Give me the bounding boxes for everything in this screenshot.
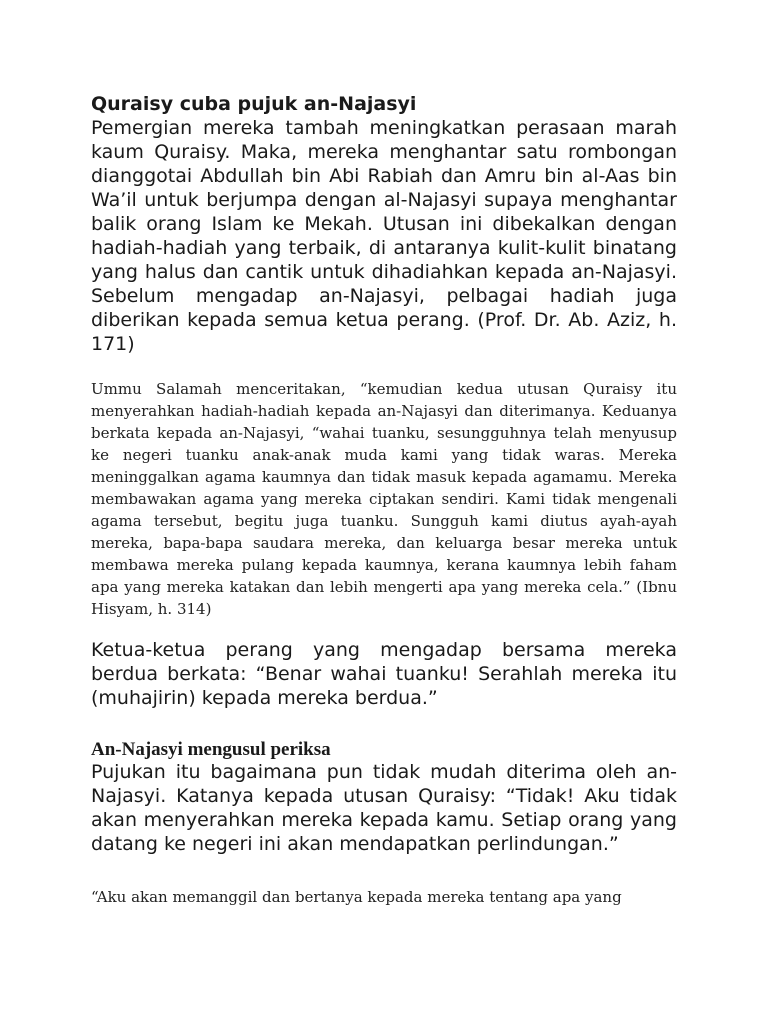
spacer	[91, 620, 677, 638]
paragraph-quraisy-delegation: Pemergian mereka tambah meningkatkan perasaan marah kaum Quraisy. Maka, mereka menghantar satu rombongan dianggotai Abdullah bin Abi Rabiah dan Amru bin al-Aas bin Wa’il untuk berjumpa dengan al-Najasyi supaya menghantar balik orang Islam ke Mekah. Utusan ini dibekalkan dengan hadiah-hadiah yang terbaik, di antaranya kulit-kulit binatang yang halus dan cantik untuk dihadiahkan kepada an-Najasyi. Sebelum mengadap an-Najasyi, pelbagai hadiah juga diberikan kepada semua ketua perang. (Prof. Dr. Ab. Aziz, h. 171)	[91, 117, 677, 355]
spacer	[91, 710, 677, 740]
paragraph-najasyi-refusal: Pujukan itu bagaimana pun tidak mudah diterima oleh an-Najasyi. Katanya kepada utusan Quraisy: “Tidak! Aku tidak akan menyerahkan mereka kepada kamu. Setiap orang yang datang ke negeri ini akan mendapatkan perlindungan.”	[91, 761, 677, 855]
quote-ummu-salamah: Ummu Salamah menceritakan, “kemudian kedua utusan Quraisy itu menyerahkan hadiah-hadiah kepada an-Najasyi dan diterimanya. Keduanya berkata kepada an-Najasyi, “wahai tuanku, sesungguhnya telah menyusup ke negeri tuanku anak-anak muda kami yang tidak waras. Mereka meninggalkan agama kaumnya dan tidak masuk kepada agamamu. Mereka membawakan agama yang mereka ciptakan sendiri. Kami tidak mengenali agama tersebut, begitu juga tuanku. Sungguh kami diutus ayah-ayah mereka, bapa-bapa saudara mereka, dan keluarga besar mereka untuk membawa mereka pulang kepada kaumnya, kerana kaumnya lebih faham apa yang mereka katakan dan lebih mengerti apa yang mereka cela.” (Ibnu Hisyam, h. 314)	[91, 380, 677, 618]
section-heading-quraisy: Quraisy cuba pujuk an-Najasyi	[91, 93, 417, 115]
quote-najasyi: “Aku akan memanggil dan bertanya kepada mereka tentang apa yang	[91, 888, 622, 906]
spacer	[91, 856, 677, 886]
paragraph-war-leaders: Ketua-ketua perang yang mengadap bersama mereka berdua berkata: “Benar wahai tuanku! Serahlah mereka itu (muhajirin) kepada mereka berdua.”	[91, 639, 677, 709]
document-page	[91, 92, 677, 908]
section-heading-najasyi: An-Najasyi mengusul periksa	[91, 739, 331, 760]
spacer	[91, 356, 677, 378]
